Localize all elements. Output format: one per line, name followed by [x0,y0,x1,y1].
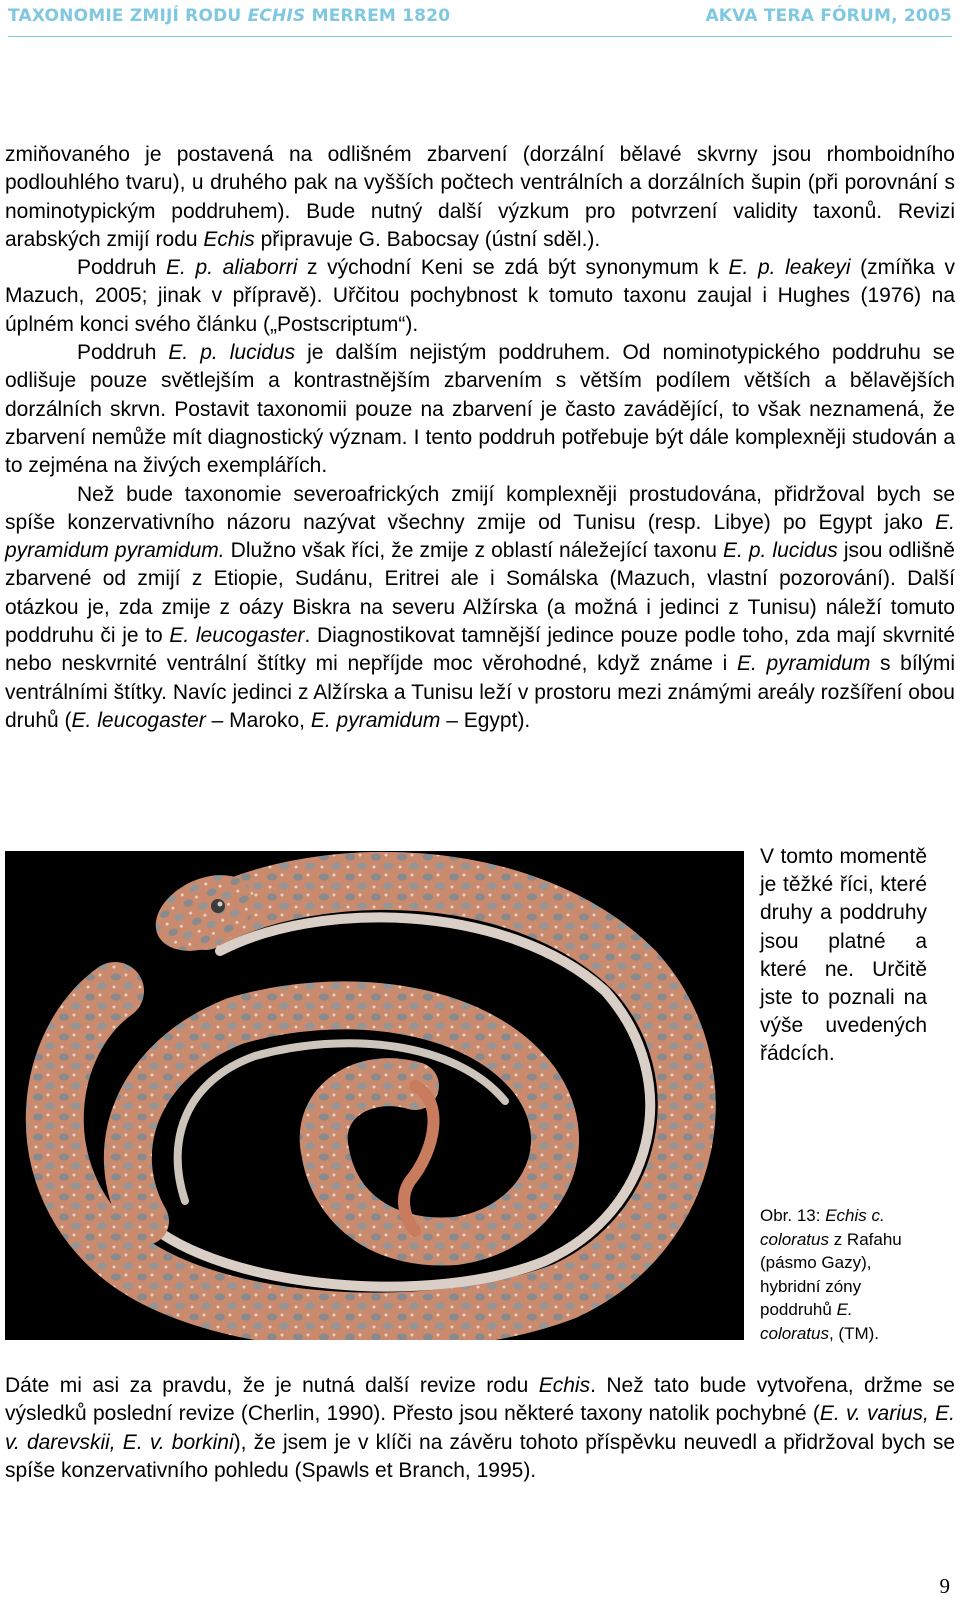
header-title: TAXONOMIE ZMIJÍ RODU ECHIS MERREM 1820 [8,6,451,26]
side-text: V tomto momentě je těžké říci, které druhy a poddruhy jsou platné a které ne. Určitě jste to poznali na výše uvedených řádcích. [760,845,927,1066]
paragraph-5: Dáte mi asi za pravdu, že je nutná další revize rodu Echis. Než tato bude vytvořena, držme se výsledků poslední revize (Cherlin, 1990). Přesto jsou některé taxony natolik pochybné (E. v. varius, E. v. darevskii, E. v. borkini), že jsem je v klíči na závěru tohoto příspěvku neuvedl a přidržoval bych se spíše konzervativního pohledu (Spawls et Branch, 1995). [5,1374,956,1482]
running-header [8,0,952,37]
coiled-echis-photo [5,851,744,1340]
paragraph-2: Poddruh E. p. aliaborri z východní Keni se zdá být synonymum k E. p. leakeyi (zmíňka v Mazuch, 2005; jinak v přípravě). Uřčitou pochybnost k tomuto taxonu zaujal i Hughes (1976) na úplném konci svého článku („Postscriptum“). [5,256,955,336]
paragraph-3: Poddruh E. p. lucidus je dalším nejistým poddruhem. Od nominotypického poddruhu se odlišuje pouze světlejším a kontrastnějším zbarvením s větším podílem větších a bělavějších dorzálních skrvn. Postavit taxonomii pouze na zbarvení je často zavádějící, to však neznamená, že zbarvení nemůže mít diagnostický význam. I tento poddruh potřebuje být dále komplexněji studován a to zejména na živých exemplářích. [5,341,955,478]
snake-photo [5,851,744,1340]
paragraph-4: Než bude taxonomie severoafrických zmijí komplexněji prostudována, přidržoval bych se spíše konzervativního názoru nazývat všechny zmije od Tunisu (resp. Libye) po Egypt jako E. pyramidum pyramidum. Dlužno však říci, že zmije z oblastí náležející taxonu E. p. lucidus jsou odlišně zbarvené od zmijí z Etiopie, Sudánu, Eritrei ale i Somálska (Mazuch, vlastní pozorování). Další otázkou je, zda zmije z oázy Biskra na severu Alžírska (a možná i jedinci z Tunisu) náleží tomuto poddruhu či je to E. leucogaster. Diagnostikovat tamnější jedince pouze podle toho, zda mají skvrnité nebo neskvrnité ventrální štítky mi nepříjde moc věrohodné, když známe i E. pyramidum s bílými ventrálními štítky. Navíc jedinci z Alžírska a Tunisu leží v prostoru mezi známými areály rozšíření obou druhů (E. leucogaster – Maroko, E. pyramidum – Egypt). [5,482,956,732]
header-journal: AKVA TERA FÓRUM, 2005 [705,6,952,26]
page-number: 9 [939,1574,950,1598]
figure-caption: Obr. 13: Echis c. coloratus z Rafahu (pásmo Gazy), hybridní zóny poddruhů E. coloratus, (TM). [760,1206,902,1343]
paragraph-1: zmiňovaného je postavená na odlišném zbarvení (dorzální bělavé skvrny jsou rhomboidního podlouhlého tvaru), u druhého pak na vyšších počtech ventrálních a dorzálních šupin (při porovnání s nominotypickým poddruhem). Bude nutný další výzkum pro potvrzení validity taxonů. Revizi arabských zmijí rodu Echis připravuje G. Babocsay (ústní sděl.). [5,143,955,251]
body-text-top [5,141,955,735]
body-text-bottom [5,1372,955,1485]
